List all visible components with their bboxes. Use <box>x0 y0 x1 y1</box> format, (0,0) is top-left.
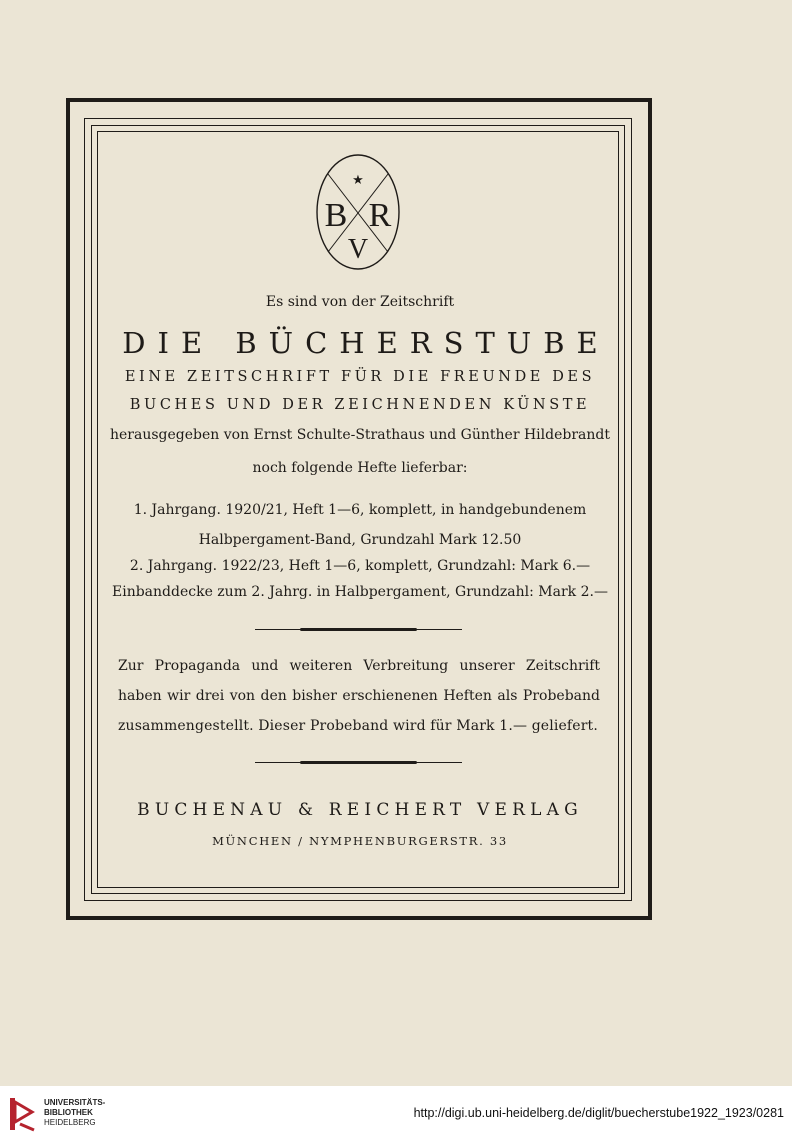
library-name-line: HEIDELBERG <box>44 1118 96 1127</box>
intro-text: Es sind von der Zeitschrift <box>265 294 455 310</box>
magazine-title: DIE BÜCHERSTUBE <box>122 326 610 360</box>
paragraph-line: haben wir drei von den bisher erschienenen Heften als Probeband <box>118 688 600 704</box>
library-name-line: BIBLIOTHEK <box>44 1108 93 1117</box>
editors-line: herausgegeben von Ernst Schulte-Strathaus und Günther Hildebrandt <box>110 427 610 443</box>
library-name-line: UNIVERSITÄTS- <box>44 1098 106 1107</box>
availability-line: noch folgende Hefte lieferbar: <box>252 460 468 476</box>
subtitle-line-1: EINE ZEITSCHRIFT FÜR DIE FREUNDE DES <box>124 369 596 385</box>
digitization-footer <box>0 1086 792 1142</box>
publisher-monogram-logo <box>312 150 404 274</box>
monogram-star-icon: ★ <box>352 173 364 188</box>
monogram-letter-b: B <box>324 197 348 234</box>
library-name <box>44 1098 105 1128</box>
listing-line: Einbanddecke zum 2. Jahrg. in Halbpergament, Grundzahl: Mark 2.— <box>112 584 608 600</box>
monogram-letter-r: R <box>368 197 392 234</box>
monogram-letter-v: V <box>347 234 369 265</box>
permalink-url[interactable]: http://digi.ub.uni-heidelberg.de/diglit/buecherstube1922_1923/0281 <box>413 1106 784 1120</box>
library-logo-icon <box>8 1094 38 1134</box>
divider-rule-thick <box>300 628 417 631</box>
publisher-name: BUCHENAU & REICHERT VERLAG <box>137 800 583 820</box>
listing-line: 2. Jahrgang. 1922/23, Heft 1—6, komplett, Grundzahl: Mark 6.— <box>129 558 591 574</box>
listing-line: 1. Jahrgang. 1920/21, Heft 1—6, komplett, in handgebundenem <box>133 502 587 518</box>
subtitle-line-2: BUCHES UND DER ZEICHNENDEN KÜNSTE <box>129 397 591 413</box>
paragraph-line: Zur Propaganda und weiteren Verbreitung unserer Zeitschrift <box>118 658 600 674</box>
listing-line: Halbpergament-Band, Grundzahl Mark 12.50 <box>198 532 522 548</box>
divider-rule-thick <box>300 761 417 764</box>
paragraph-line: zusammengestellt. Dieser Probeband wird für Mark 1.— geliefert. <box>118 718 598 734</box>
publisher-address: MÜNCHEN / NYMPHENBURGERSTR. 33 <box>212 834 508 848</box>
